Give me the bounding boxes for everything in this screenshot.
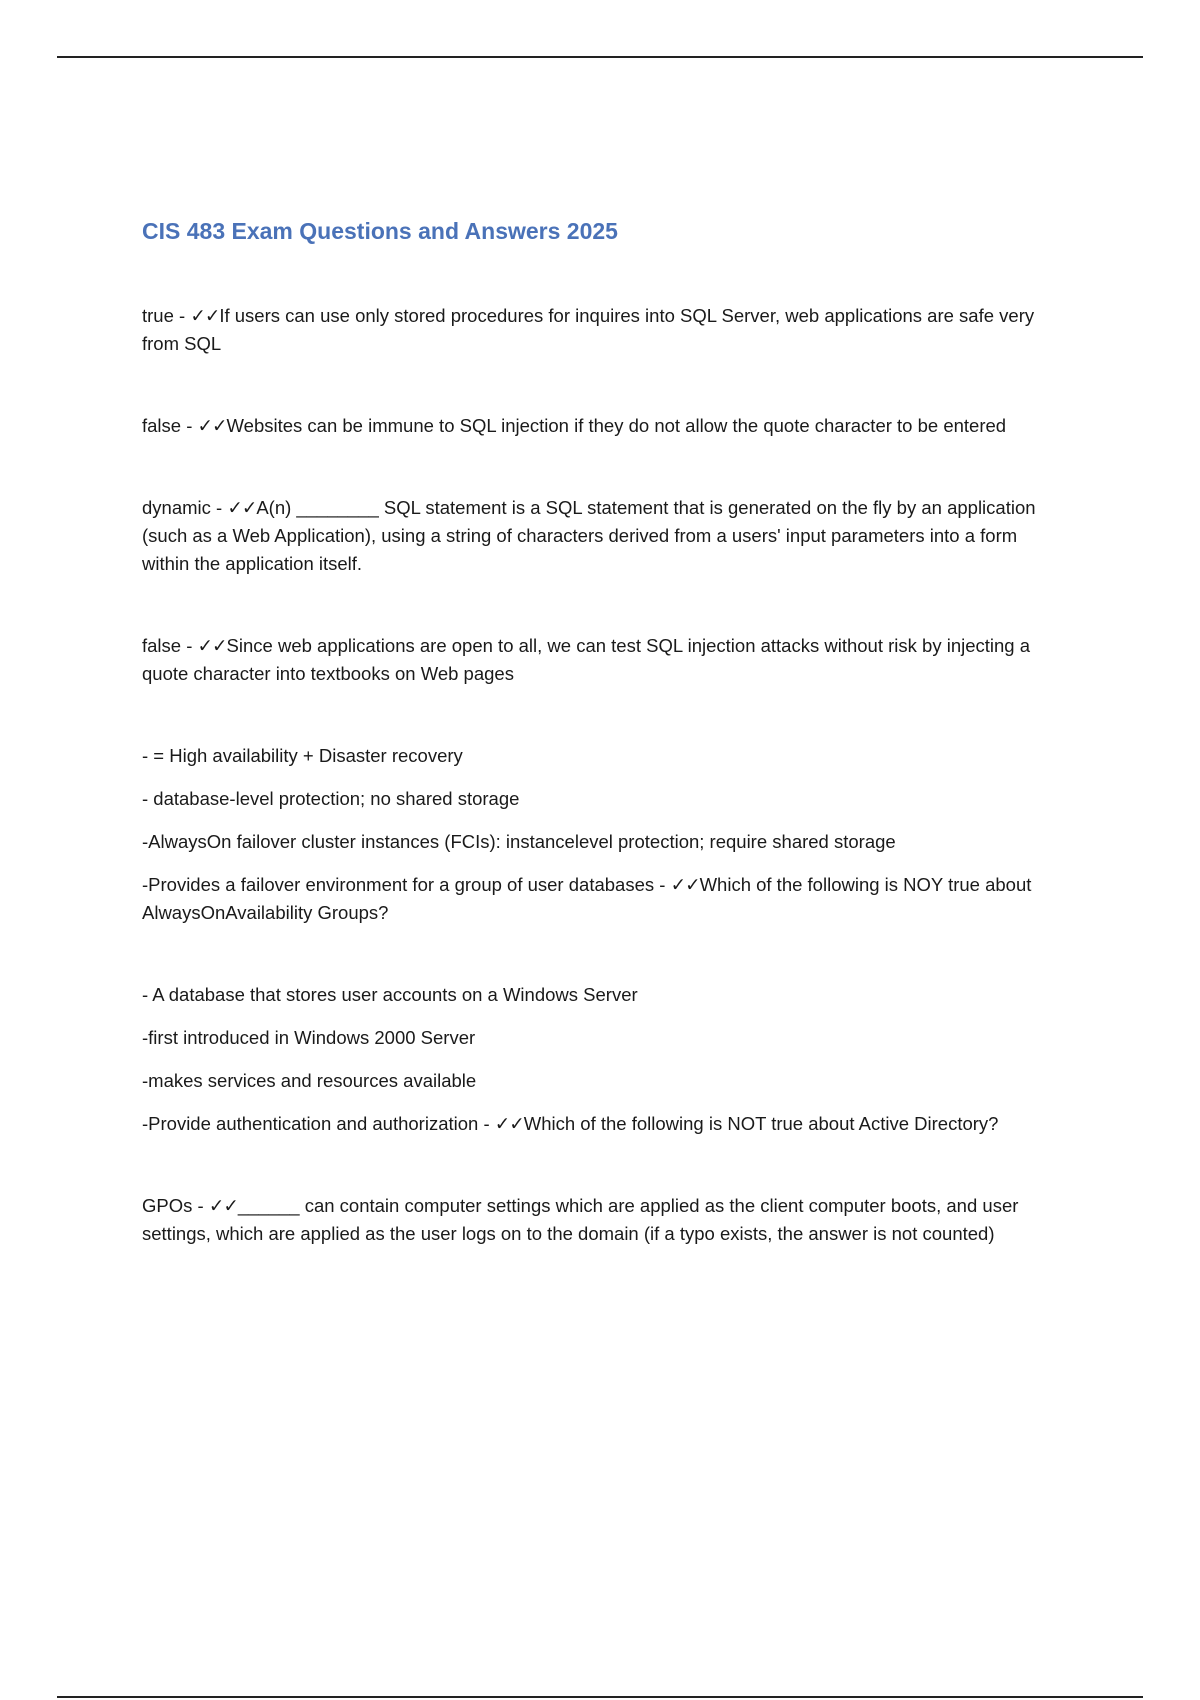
qa-text: - = High availability + Disaster recovery	[142, 745, 463, 766]
footer-rule	[57, 1696, 1143, 1698]
qa-paragraph	[142, 981, 1062, 1009]
qa-paragraph	[142, 632, 1062, 688]
qa-item	[142, 981, 1062, 1138]
double-check-icon: ✓✓	[208, 1195, 238, 1216]
qa-text: - A database that stores user accounts on a Windows Server	[142, 984, 638, 1005]
qa-text: - database-level protection; no shared storage	[142, 788, 520, 809]
document-body	[142, 216, 1062, 1248]
qa-text: dynamic -	[142, 497, 228, 518]
qa-question-text: Which of the following is NOT true about Active Directory?	[523, 1113, 999, 1134]
qa-text: -makes services and resources available	[142, 1070, 477, 1091]
qa-paragraph	[142, 1110, 1062, 1138]
qa-list	[142, 302, 1062, 1248]
qa-text: false -	[142, 415, 198, 436]
qa-paragraph	[142, 1192, 1062, 1248]
qa-paragraph	[142, 828, 1062, 856]
qa-paragraph	[142, 1024, 1062, 1052]
qa-text: false -	[142, 635, 198, 656]
header-rule	[57, 56, 1143, 58]
qa-item	[142, 1192, 1062, 1248]
qa-text: true -	[142, 305, 191, 326]
double-check-icon: ✓✓	[190, 305, 220, 326]
double-check-icon: ✓✓	[227, 497, 257, 518]
qa-paragraph	[142, 1067, 1062, 1095]
qa-paragraph	[142, 742, 1062, 770]
double-check-icon: ✓✓	[494, 1113, 524, 1134]
qa-item	[142, 494, 1062, 578]
qa-question-text: ______ can contain computer settings which are applied as the client computer boots, and user settings, which are applied as the user logs on to the domain (if a typo exists, the answer is not counted)	[142, 1195, 1019, 1244]
qa-text: -Provides a failover environment for a group of user databases -	[142, 874, 671, 895]
qa-question-text: Since web applications are open to all, we can test SQL injection attacks without risk by injecting a quote character into textbooks on Web pages	[142, 635, 1031, 684]
document-title: CIS 483 Exam Questions and Answers 2025	[142, 218, 618, 244]
qa-item	[142, 742, 1062, 927]
qa-question-text: A(n) ________ SQL statement is a SQL statement that is generated on the fly by an application (such as a Web Application), using a string of characters derived from a users' input parameters into a form within the application itself.	[142, 497, 1036, 574]
qa-item	[142, 412, 1062, 440]
double-check-icon: ✓✓	[670, 874, 700, 895]
double-check-icon: ✓✓	[197, 415, 227, 436]
qa-item	[142, 632, 1062, 688]
qa-item	[142, 302, 1062, 358]
qa-text: -first introduced in Windows 2000 Server	[142, 1027, 476, 1048]
qa-text: GPOs -	[142, 1195, 209, 1216]
qa-question-text: If users can use only stored procedures for inquires into SQL Server, web applications are safe very from SQL	[142, 305, 1035, 354]
double-check-icon: ✓✓	[197, 635, 227, 656]
qa-paragraph	[142, 871, 1062, 927]
qa-text: -Provide authentication and authorization -	[142, 1113, 495, 1134]
qa-paragraph	[142, 494, 1062, 578]
qa-paragraph	[142, 302, 1062, 358]
qa-text: -AlwaysOn failover cluster instances (FCIs): instancelevel protection; require shared storage	[142, 831, 896, 852]
qa-question-text: Websites can be immune to SQL injection if they do not allow the quote character to be entered	[226, 415, 1007, 436]
qa-paragraph	[142, 412, 1062, 440]
qa-question-text: Which of the following is NOY true about AlwaysOnAvailability Groups?	[142, 874, 1032, 923]
qa-paragraph	[142, 785, 1062, 813]
